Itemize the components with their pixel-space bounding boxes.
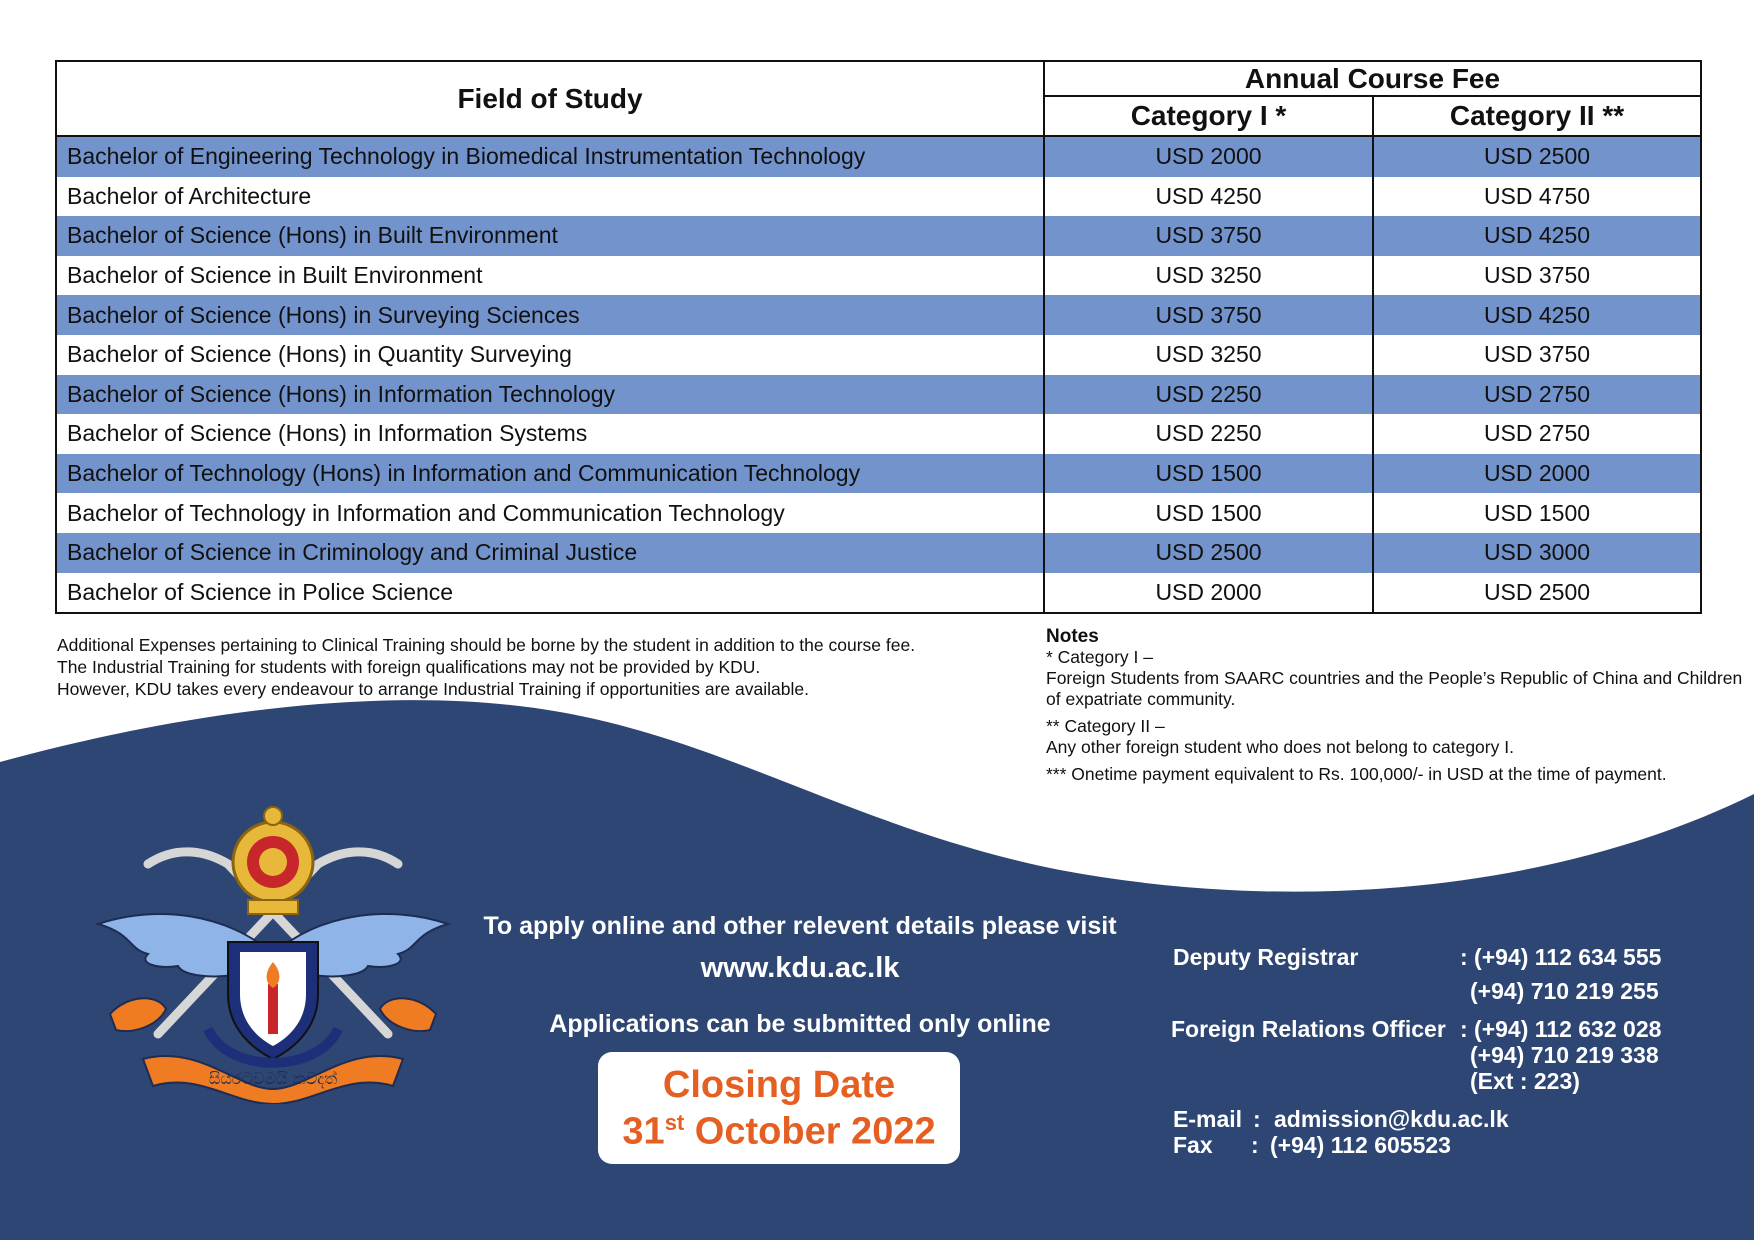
closing-month-year: October 2022 <box>684 1110 936 1153</box>
left-notes <box>57 634 1017 700</box>
deputy-registrar-phone-2[interactable]: (+94) 710 219 255 <box>1470 978 1659 1004</box>
category-1-fee-cell: USD 3250 <box>1044 256 1373 296</box>
category-1-fee-cell: USD 4250 <box>1044 177 1373 217</box>
foreign-relations-phone-1[interactable]: : (+94) 112 632 028 <box>1460 1016 1662 1042</box>
note-category-1-label: * Category I – <box>1046 647 1153 667</box>
note-kdu-endeavour: However, KDU takes every endeavour to arrange Industrial Training if opportunities are available. <box>57 679 809 699</box>
category-1-fee-cell: USD 3750 <box>1044 216 1373 256</box>
course-name-cell: Bachelor of Architecture <box>56 177 1044 217</box>
category-1-fee-cell: USD 2250 <box>1044 375 1373 415</box>
category-1-fee-cell: USD 1500 <box>1044 493 1373 533</box>
fax-separator: : <box>1251 1132 1259 1158</box>
table-row <box>56 335 1701 375</box>
foreign-relations-phone-2[interactable]: (+94) 710 219 338 <box>1470 1042 1659 1068</box>
email-address[interactable]: admission@kdu.ac.lk <box>1274 1106 1509 1132</box>
category-2-fee-cell: USD 2500 <box>1373 573 1701 614</box>
note-category-2-text: Any other foreign student who does not belong to category I. <box>1046 737 1514 757</box>
table-row <box>56 136 1701 177</box>
course-name-cell: Bachelor of Science in Criminology and Criminal Justice <box>56 533 1044 573</box>
online-only-text: Applications can be submitted only online <box>549 1010 1051 1038</box>
crest-motto: සියරටවමයි කවදත් <box>208 1069 338 1088</box>
table-row <box>56 295 1701 335</box>
category-2-fee-cell: USD 2500 <box>1373 136 1701 177</box>
closing-day: 31 <box>622 1110 665 1153</box>
table-row <box>56 177 1701 217</box>
note-category-2-label: ** Category II – <box>1046 716 1165 736</box>
note-industrial-training: The Industrial Training for students with foreign qualifications may not be provided by KDU. <box>57 657 761 677</box>
closing-day-suffix: st <box>664 1110 685 1135</box>
category-2-fee-cell: USD 2750 <box>1373 375 1701 415</box>
fee-table-body <box>56 136 1701 613</box>
category-1-fee-cell: USD 2500 <box>1044 533 1373 573</box>
course-name-cell: Bachelor of Science in Built Environment <box>56 256 1044 296</box>
category-2-fee-cell: USD 2000 <box>1373 454 1701 494</box>
note-onetime-payment: *** Onetime payment equivalent to Rs. 100,000/- in USD at the time of payment. <box>1046 764 1667 784</box>
table-row <box>56 216 1701 256</box>
closing-date-box <box>598 1052 960 1164</box>
table-row <box>56 256 1701 296</box>
table-row <box>56 533 1701 573</box>
category-2-fee-cell: USD 4250 <box>1373 216 1701 256</box>
course-name-cell: Bachelor of Science (Hons) in Information Technology <box>56 375 1044 415</box>
fee-table <box>55 60 1702 614</box>
course-name-cell: Bachelor of Engineering Technology in Biomedical Instrumentation Technology <box>56 136 1044 177</box>
fax-label: Fax <box>1173 1132 1213 1158</box>
field-of-study-header: Field of Study <box>56 61 1044 136</box>
deputy-registrar-label: Deputy Registrar <box>1173 944 1359 970</box>
closing-date-value <box>598 1110 960 1154</box>
category-2-header: Category II ** <box>1373 96 1701 136</box>
category-2-fee-cell: USD 4750 <box>1373 177 1701 217</box>
category-2-fee-cell: USD 1500 <box>1373 493 1701 533</box>
table-row <box>56 454 1701 494</box>
fax-number: (+94) 112 605523 <box>1270 1132 1451 1158</box>
annual-course-fee-header: Annual Course Fee <box>1044 61 1701 96</box>
course-name-cell: Bachelor of Technology (Hons) in Information and Communication Technology <box>56 454 1044 494</box>
kdu-crest-logo <box>88 804 458 1104</box>
category-2-fee-cell: USD 3750 <box>1373 256 1701 296</box>
note-clinical-training: Additional Expenses pertaining to Clinical Training should be borne by the student in addition to the course fee. <box>57 635 916 655</box>
course-name-cell: Bachelor of Science (Hons) in Surveying Sciences <box>56 295 1044 335</box>
course-name-cell: Bachelor of Science (Hons) in Built Environment <box>56 216 1044 256</box>
note-category-1-text: Foreign Students from SAARC countries and the People’s Republic of China and Children of expatriate community. <box>1046 668 1743 709</box>
apply-online-text: To apply online and other relevent details please visit <box>483 912 1117 940</box>
category-1-fee-cell: USD 1500 <box>1044 454 1373 494</box>
category-2-fee-cell: USD 2750 <box>1373 414 1701 454</box>
deputy-registrar-phone-1[interactable]: : (+94) 112 634 555 <box>1460 944 1662 970</box>
category-2-fee-cell: USD 3750 <box>1373 335 1701 375</box>
category-2-fee-cell: USD 3000 <box>1373 533 1701 573</box>
website-link[interactable]: www.kdu.ac.lk <box>700 952 900 984</box>
category-2-fee-cell: USD 4250 <box>1373 295 1701 335</box>
category-1-fee-cell: USD 3750 <box>1044 295 1373 335</box>
course-name-cell: Bachelor of Science (Hons) in Information Systems <box>56 414 1044 454</box>
table-row <box>56 573 1701 614</box>
course-name-cell: Bachelor of Science (Hons) in Quantity Surveying <box>56 335 1044 375</box>
table-row <box>56 493 1701 533</box>
email-separator: : <box>1253 1106 1261 1132</box>
category-1-fee-cell: USD 2000 <box>1044 573 1373 614</box>
category-1-fee-cell: USD 3250 <box>1044 335 1373 375</box>
foreign-relations-officer-label: Foreign Relations Officer <box>1171 1016 1446 1042</box>
course-name-cell: Bachelor of Science in Police Science <box>56 573 1044 614</box>
table-row <box>56 414 1701 454</box>
email-label: E-mail <box>1173 1106 1243 1132</box>
category-1-fee-cell: USD 2000 <box>1044 136 1373 177</box>
course-name-cell: Bachelor of Technology in Information and Communication Technology <box>56 493 1044 533</box>
closing-date-title: Closing Date <box>662 1064 896 1106</box>
category-1-header: Category I * <box>1044 96 1373 136</box>
foreign-relations-ext: (Ext : 223) <box>1470 1068 1580 1094</box>
notes-title: Notes <box>1046 626 1099 647</box>
table-row <box>56 375 1701 415</box>
category-1-fee-cell: USD 2250 <box>1044 414 1373 454</box>
